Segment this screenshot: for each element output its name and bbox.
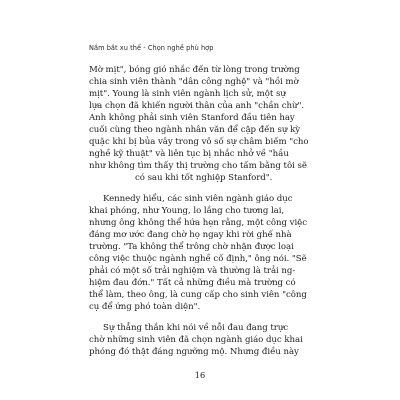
- text-line: Kennedy hiểu, các sinh viên ngành giáo dục: [103, 194, 293, 204]
- text-line: như không tìm thấy thị trường cho tấm bằng tôi sẽ: [89, 161, 307, 171]
- running-header: Nắm bắt xu thế - Chọn nghề phù hợp: [89, 44, 214, 52]
- text-line: thể làm, theo ông, là cung cấp cho sinh viên "công: [89, 290, 307, 300]
- text-line: công việc thuộc ngành nghề cố định," ông nói. "Sẽ: [89, 254, 307, 264]
- text-line: có sau khi tốt nghiệp Stanford".: [135, 173, 273, 183]
- text-line: phóng đó thật đáng ngưỡng mộ. Nhưng điều này: [89, 347, 299, 357]
- text-line: cụ để ứng phó toàn diện".: [89, 302, 201, 312]
- text-line: nghề kỹ thuật" và liên tục bị nhắc nhở về "hầu: [89, 149, 289, 159]
- page-number: 16: [194, 370, 206, 380]
- text-line: chia sinh viên thành "dân công nghệ" và "hồi mờ: [89, 77, 299, 87]
- text-line: khai phóng, như Young, lo lắng cho tương lai,: [89, 206, 285, 216]
- text-line: trường. "Ta không thể trông chờ nhận được loại: [89, 242, 294, 252]
- text-line: Anh không phải sinh viên Stanford đầu tiên hay: [89, 113, 295, 123]
- text-line: lựa chọn đã khiến người thân của anh "chần chừ".: [89, 101, 305, 111]
- text-line: quặc khi bị bủa vây trong vô số sự châm biếm "cho: [89, 137, 309, 147]
- text-line: hiệm đau đớn." Tất cả những điều mà trường có: [89, 278, 296, 288]
- text-line: chờ những sinh viên đã chọn ngành giáo dục khai: [89, 335, 303, 345]
- text-line: phải có một số trải nghiệm và thường là trải ng-: [89, 266, 296, 276]
- text-line: nhưng ông không thể hứa hẹn rằng, một công việc: [89, 218, 307, 228]
- text-line: Sự thẳng thắn khi nói về nỗi đau đang trực: [103, 323, 289, 333]
- text-line: đáng mơ ước đang chờ họ ngay khi rời ghế nhà: [89, 230, 292, 240]
- text-line: cuối cùng theo ngành nhân văn để cập đến sự kỳ: [89, 125, 301, 135]
- text-line: Mờ mịt", bóng gió nhắc đến từ lòng trong trường: [89, 65, 300, 75]
- text-line: mịt". Young là sinh viên ngành lịch sử, một sự: [89, 89, 286, 99]
